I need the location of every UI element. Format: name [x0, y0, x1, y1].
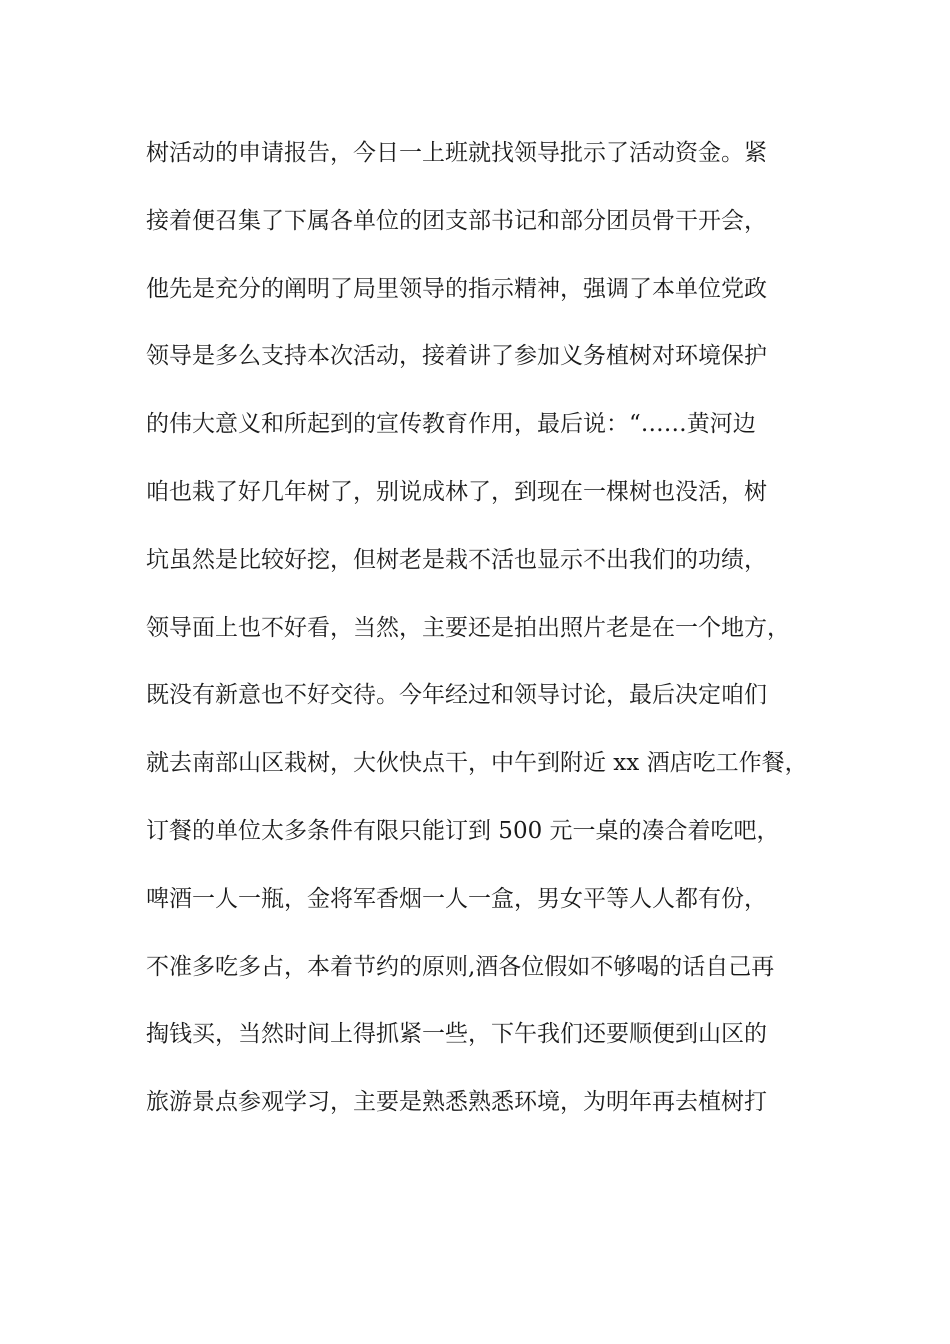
text-line: 不准多吃多占，本着节约的原则,酒各位假如不够喝的话自己再: [146, 953, 775, 980]
text-line: 就去南部山区栽树，大伙快点干，中午到附近 xx 酒店吃工作餐，: [146, 750, 808, 777]
text-line: 领导是多么支持本次活动，接着讲了参加义务植树对环境保护: [146, 343, 767, 370]
text-line: 订餐的单位太多条件有限只能订到 500 元一桌的凑合着吃吧，: [146, 817, 780, 844]
text-line: 他先是充分的阐明了局里领导的指示精神，强调了本单位党政: [146, 275, 767, 302]
text-line: 接着便召集了下属各单位的团支部书记和部分团员骨干开会，: [146, 207, 767, 234]
text-line: 的伟大意义和所起到的宣传教育作用，最后说：“……黄河边: [146, 411, 756, 438]
text-line: 树活动的申请报告，今日一上班就找领导批示了活动资金。紧: [146, 140, 767, 166]
text-line: 坑虽然是比较好挖，但树老是栽不活也显示不出我们的功绩，: [146, 546, 767, 573]
text-line: 咱也栽了好几年树了，别说成林了，到现在一棵树也没活，树: [146, 478, 767, 505]
text-line: 领导面上也不好看，当然，主要还是拍出照片老是在一个地方，: [146, 614, 790, 641]
text-line: 旅游景点参观学习，主要是熟悉熟悉环境，为明年再去植树打: [146, 1089, 767, 1116]
body-text: [146, 129, 826, 1146]
text-line: 掏钱买，当然时间上得抓紧一些，下午我们还要顺便到山区的: [146, 1021, 767, 1048]
text-line: 啤酒一人一瓶，金将军香烟一人一盒，男女平等人人都有份，: [146, 885, 767, 912]
text-line: 既没有新意也不好交待。今年经过和领导讨论，最后决定咱们: [146, 682, 767, 709]
